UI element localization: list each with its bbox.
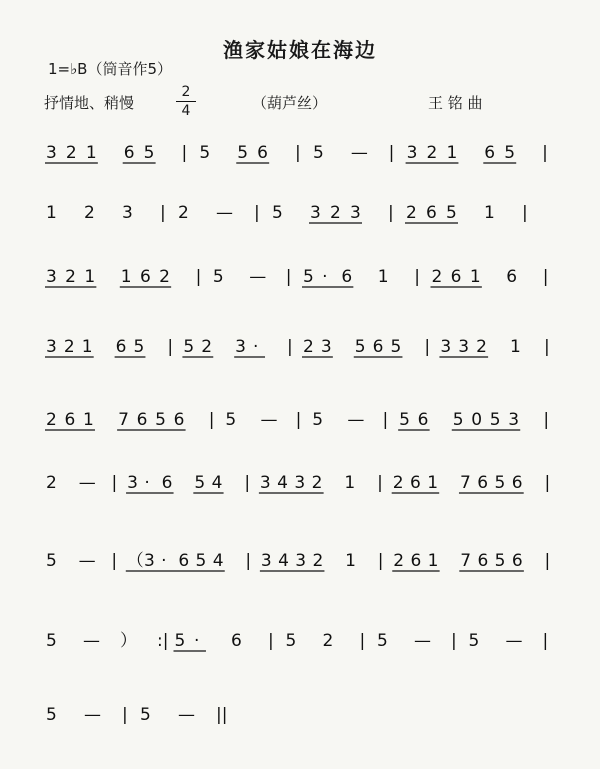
note-symbol: 6	[450, 267, 462, 287]
note-symbol: 5	[140, 705, 151, 725]
note-symbol: 2	[406, 203, 417, 223]
note-symbol: 0	[471, 410, 483, 430]
barline: |	[244, 473, 251, 493]
note-symbol: 3	[406, 143, 418, 163]
note-symbol: 6	[173, 410, 185, 430]
barline: |	[377, 473, 383, 493]
note-symbol: 2	[431, 267, 443, 287]
note-symbol: 6	[230, 631, 242, 651]
note-symbol: 5	[194, 473, 206, 493]
note-symbol: 5	[312, 143, 324, 163]
note-symbol: 2	[426, 143, 438, 163]
note-symbol: 5	[272, 203, 283, 223]
note-symbol: 6	[511, 473, 523, 493]
barline: |	[543, 410, 550, 430]
note-symbol: 2	[63, 337, 75, 357]
note-symbol: 5	[46, 631, 57, 651]
note-symbol: 5	[452, 410, 464, 430]
note-symbol: 2	[330, 203, 341, 223]
note-symbol: 3	[260, 551, 272, 571]
note-symbol: —	[350, 143, 368, 163]
note-symbol: 1	[446, 143, 458, 163]
barline: |	[542, 143, 548, 163]
barline: |	[377, 551, 384, 571]
note-symbol: —	[78, 551, 96, 571]
score-row	[46, 203, 528, 223]
note-symbol: 2	[311, 473, 323, 493]
note-symbol: 6	[409, 473, 421, 493]
note-symbol: 2	[312, 551, 324, 571]
note-symbol: —	[249, 267, 267, 287]
note-symbol: 7	[459, 473, 471, 493]
note-symbol: —	[84, 705, 101, 725]
note-symbol: 1	[345, 551, 356, 571]
note-symbol: 3	[294, 473, 306, 493]
note-symbol: 2	[393, 551, 405, 571]
note-symbol: 4	[211, 473, 223, 493]
note-symbol: 5	[504, 143, 516, 163]
note-symbol: 6	[477, 551, 489, 571]
barline: |	[286, 337, 293, 357]
note-symbol: —	[178, 705, 195, 725]
barline: |	[450, 631, 457, 651]
barline: |	[543, 337, 550, 357]
note-symbol: 7	[118, 410, 129, 430]
note-symbol: 5	[489, 410, 501, 430]
barline: |	[208, 410, 215, 430]
note-symbol: 1	[81, 337, 93, 357]
note-symbol: —	[82, 631, 100, 651]
note-symbol: 1	[84, 267, 96, 287]
note-symbol: 6	[161, 473, 173, 493]
note-symbol: ·	[144, 473, 150, 493]
note-symbol: 1	[427, 473, 439, 493]
note-symbol: 5	[212, 267, 224, 287]
note-symbol: 3	[440, 337, 452, 357]
note-symbol: 2	[46, 410, 57, 430]
note-symbol: 4	[277, 473, 288, 493]
time-signature-top: 2	[181, 84, 191, 100]
note-symbol: 1	[120, 267, 132, 287]
note-symbol: 3	[320, 337, 332, 357]
note-symbol: —	[216, 203, 233, 223]
barline: |	[122, 705, 128, 725]
note-symbol: 6	[341, 267, 353, 287]
barline: |	[544, 551, 551, 571]
barline: |	[359, 631, 366, 651]
note-symbol: 1	[377, 267, 389, 287]
note-symbol: 6	[506, 267, 518, 287]
note-symbol: 3	[295, 551, 307, 571]
score-row	[45, 410, 549, 430]
note-symbol: 6	[178, 551, 190, 571]
note-symbol: 1	[85, 143, 97, 163]
barline: |	[295, 410, 302, 430]
note-symbol: ·	[322, 267, 328, 287]
note-symbol: —	[505, 631, 523, 651]
note-symbol: 5	[155, 410, 166, 430]
note-symbol: 3	[46, 143, 57, 163]
note-symbol: （	[126, 551, 144, 571]
note-symbol: 6	[115, 337, 127, 357]
time-signature-bottom: 4	[181, 103, 191, 119]
note-symbol: 3	[259, 473, 271, 493]
barline: |	[285, 267, 292, 287]
note-symbol: 2	[322, 631, 334, 651]
note-symbol: 2	[178, 203, 189, 223]
barline: |	[267, 631, 274, 651]
note-symbol: 4	[212, 551, 224, 571]
note-symbol: —	[260, 410, 278, 430]
barline: |	[424, 337, 431, 357]
note-symbol: 5	[354, 337, 366, 357]
note-symbol: 6	[410, 551, 422, 571]
note-symbol: —	[413, 631, 431, 651]
note-symbol: ）	[119, 631, 137, 651]
note-symbol: 5	[225, 410, 237, 430]
barline: |	[195, 267, 202, 287]
note-symbol: 1	[82, 410, 94, 430]
note-symbol: 2	[159, 267, 170, 287]
barline: |	[111, 473, 118, 493]
note-symbol: 3	[46, 337, 57, 357]
score-row	[45, 337, 550, 357]
barline: |	[111, 551, 118, 571]
note-symbol: —	[347, 410, 365, 430]
barline: |	[245, 551, 252, 571]
note-symbol: 6	[511, 551, 523, 571]
note-symbol: 6	[257, 143, 269, 163]
note-symbol: 2	[303, 337, 314, 357]
tempo-expression: 抒情地、稍慢	[44, 94, 135, 112]
barline: ||	[216, 705, 228, 725]
note-symbol: 6	[477, 473, 489, 493]
note-symbol: 5	[195, 551, 207, 571]
note-symbol: 2	[201, 337, 213, 357]
barline: |	[388, 203, 394, 223]
barline: :|	[156, 631, 169, 651]
note-symbol: 4	[278, 551, 289, 571]
note-symbol: 2	[65, 143, 77, 163]
note-symbol: 3	[127, 473, 138, 493]
note-symbol: 5	[285, 631, 297, 651]
score-row	[45, 267, 548, 287]
barline: |	[160, 203, 166, 223]
note-symbol: 1	[510, 337, 521, 357]
note-symbol: 5	[303, 267, 314, 287]
key-signature: 1=♭B（筒音作5）	[48, 60, 173, 78]
note-symbol: ·	[193, 631, 200, 651]
note-symbol: 6	[64, 410, 76, 430]
barline: |	[542, 267, 549, 287]
note-symbol: 1	[46, 203, 57, 223]
barline: |	[254, 203, 260, 223]
note-symbol: 1	[484, 203, 495, 223]
composer-credit: 王 铭 曲	[428, 94, 483, 112]
note-symbol: 5	[46, 551, 57, 571]
note-symbol: 6	[426, 203, 437, 223]
note-symbol: 1	[427, 551, 439, 571]
note-symbol: 6	[139, 267, 151, 287]
instrument-label: （葫芦丝）	[252, 94, 328, 112]
barline: |	[382, 410, 389, 430]
note-symbol: 7	[460, 551, 472, 571]
score-row	[46, 473, 550, 493]
barline: |	[388, 143, 395, 163]
note-symbol: 5	[494, 551, 506, 571]
score-title: 渔家姑娘在海边	[223, 38, 377, 62]
barline: |	[544, 473, 551, 493]
barline: |	[522, 203, 528, 223]
note-symbol: ·	[161, 551, 167, 571]
barline: |	[542, 631, 549, 651]
note-symbol: 5	[390, 337, 402, 357]
score-row	[45, 143, 548, 163]
note-symbol: 6	[484, 143, 496, 163]
barline: |	[167, 337, 174, 357]
score-row	[46, 705, 227, 725]
note-symbol: 6	[372, 337, 384, 357]
note-symbol: 6	[417, 410, 429, 430]
note-symbol: 3	[310, 203, 321, 223]
note-symbol: 2	[65, 267, 77, 287]
note-symbol: 5	[174, 631, 186, 651]
barline: |	[414, 267, 420, 287]
note-symbol: 2	[84, 203, 95, 223]
note-symbol: 5	[143, 143, 155, 163]
note-symbol: ·	[253, 337, 259, 357]
score-row	[46, 631, 548, 651]
note-symbol: —	[78, 473, 96, 493]
note-symbol: 3	[508, 410, 520, 430]
note-symbol: 3	[235, 337, 247, 357]
note-symbol: 6	[136, 410, 148, 430]
score-row	[46, 551, 550, 571]
note-symbol: 5	[199, 143, 211, 163]
note-symbol: 6	[123, 143, 135, 163]
note-symbol: 2	[476, 337, 487, 357]
note-symbol: 3	[458, 337, 470, 357]
note-symbol: 5	[312, 410, 324, 430]
note-symbol: 5	[46, 705, 57, 725]
barline: |	[295, 143, 301, 163]
note-symbol: 3	[46, 267, 57, 287]
note-symbol: 5	[468, 631, 480, 651]
note-symbol: 3	[122, 203, 133, 223]
note-symbol: 1	[344, 473, 356, 493]
note-symbol: 5	[133, 337, 145, 357]
note-symbol: 5	[446, 203, 457, 223]
note-symbol: 5	[237, 143, 249, 163]
note-symbol: 5	[376, 631, 388, 651]
note-symbol: 5	[183, 337, 195, 357]
barline: |	[181, 143, 188, 163]
note-symbol: 2	[392, 473, 404, 493]
note-symbol: 3	[143, 551, 155, 571]
note-symbol: 5	[399, 410, 410, 430]
note-symbol: 5	[494, 473, 506, 493]
note-symbol: 1	[469, 267, 481, 287]
note-symbol: 3	[350, 203, 361, 223]
note-symbol: 2	[46, 473, 57, 493]
